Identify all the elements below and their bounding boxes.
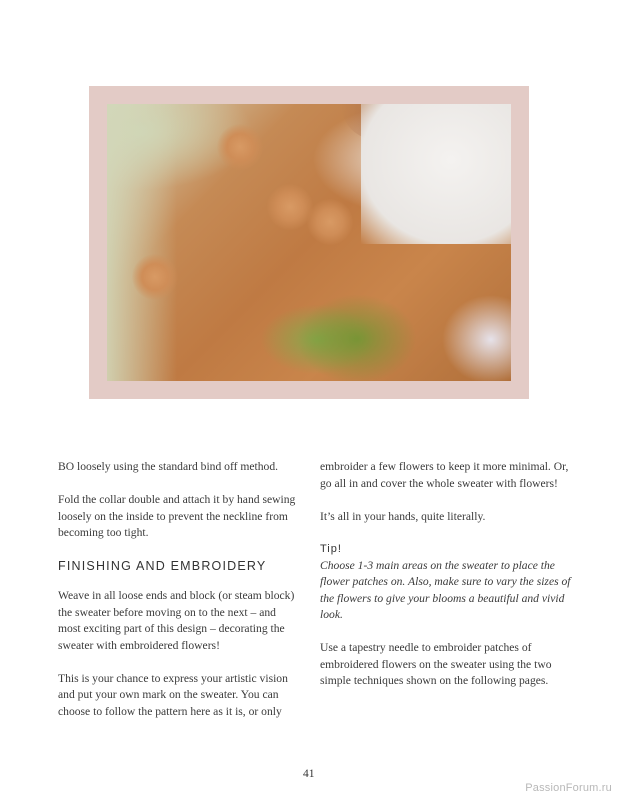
- right-column: [320, 459, 580, 706]
- tip-label: Tip!: [320, 542, 342, 555]
- page-number: 41: [303, 768, 315, 780]
- tapestry-needle-paragraph: Use a tapestry needle to embroider patches of embroidered flowers on the sweater using the two simple techniques shown on the following pages.: [320, 641, 552, 687]
- weave-paragraph: Weave in all loose ends and block (or steam block) the sweater before moving on to the next – and most exciting part of this design – decorating the sweater with embroidered flowers!: [58, 589, 295, 652]
- hands-paragraph: It’s all in your hands, quite literally.: [320, 509, 486, 523]
- embroidered-flower: [132, 254, 178, 300]
- section-heading: FINISHING AND EMBROIDERY: [58, 559, 267, 573]
- embroider-paragraph: embroider a few flowers to keep it more minimal. Or, go all in and cover the whole sweater with flowers!: [320, 460, 569, 490]
- photo-background-blur: [107, 104, 177, 381]
- left-column: [58, 459, 298, 737]
- embroidered-flower: [217, 124, 263, 170]
- watermark: PassionForum.ru: [525, 782, 612, 794]
- tip-text: Choose 1-3 main areas on the sweater to place the flower patches on. Also, make sure to vary the sizes of the flowers to give your blooms a beautiful and vivid look.: [320, 558, 571, 621]
- photo-foreground-leaf: [297, 294, 417, 381]
- sweater-photo: [107, 104, 511, 381]
- photo-frame: [89, 86, 529, 399]
- photo-white-shirt: [361, 104, 511, 244]
- artistic-vision-paragraph: This is your chance to express your artistic vision and put your own mark on the sweater. You can choose to follow the pattern here as it is, or only: [58, 671, 288, 718]
- bind-off-paragraph: BO loosely using the standard bind off method.: [58, 460, 279, 473]
- collar-paragraph: Fold the collar double and attach it by hand sewing loosely on the inside to prevent the neckline from becoming too tight.: [58, 493, 296, 539]
- embroidered-flower: [307, 199, 353, 245]
